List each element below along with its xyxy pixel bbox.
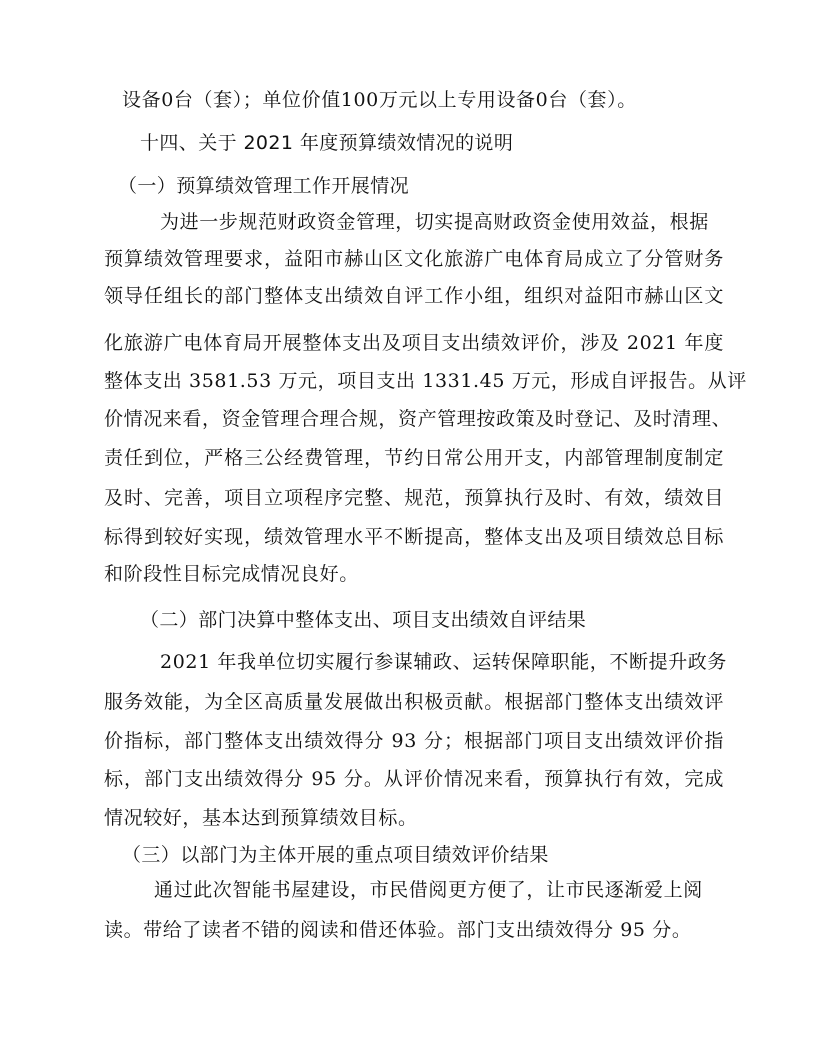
paragraph-1-line: 标得到较好实现，绩效管理水平不断提高，整体支出及项目绩效总目标 [104,526,724,548]
paragraph-1-line: 整体支出 3581.53 万元，项目支出 1331.45 万元，形成自评报告。从评 [104,370,747,392]
paragraph-3-line: 读。带给了读者不错的阅读和借还体验。部门支出绩效得分 95 分。 [104,919,692,941]
paragraph-2-line: 情况较好，基本达到预算绩效目标。 [104,807,418,829]
paragraph-1-line: 和阶段性目标完成情况良好。 [104,563,359,585]
subsection-3-heading: （三）以部门为主体开展的重点项目绩效评价结果 [122,844,549,866]
equipment-count-line: 设备0台（套）；单位价值100万元以上专用设备0台（套）。 [122,89,637,111]
paragraph-1-line: 领导任组长的部门整体支出绩效自评工作小组，组织对益阳市赫山区文 [104,285,724,307]
section-14-heading: 十四、关于 2021 年度预算绩效情况的说明 [140,132,514,154]
paragraph-2-line: 标，部门支出绩效得分 95 分。从评价情况来看，预算执行有效，完成 [104,768,724,790]
paragraph-2-line: 服务效能，为全区高质量发展做出积极贡献。根据部门整体支出绩效评 [104,691,724,713]
paragraph-1-line: 价情况来看，资金管理合理合规，资产管理按政策及时登记、及时清理、 [104,408,732,430]
paragraph-2-line: 2021 年我单位切实履行参谋辅政、运转保障职能，不断提升政务 [160,651,727,673]
paragraph-1-line: 责任到位，严格三公经费管理，节约日常公用开支，内部管理制度制定 [104,447,724,469]
paragraph-2-line: 价指标，部门整体支出绩效得分 93 分；根据部门项目支出绩效评价指 [104,730,724,752]
subsection-1-heading: （一）预算绩效管理工作开展情况 [118,175,410,197]
subsection-2-heading: （二）部门决算中整体支出、项目支出绩效自评结果 [140,609,587,631]
paragraph-1-line: 为进一步规范财政资金管理，切实提高财政资金使用效益，根据 [160,211,709,233]
paragraph-3-line: 通过此次智能书屋建设，市民借阅更方便了，让市民逐渐爱上阅 [154,879,703,901]
paragraph-1-line: 预算绩效管理要求，益阳市赫山区文化旅游广电体育局成立了分管财务 [104,248,724,270]
paragraph-1-line: 及时、完善，项目立项程序完整、规范，预算执行及时、有效，绩效目 [104,487,724,509]
paragraph-1-line: 化旅游广电体育局开展整体支出及项目支出绩效评价，涉及 2021 年度 [104,332,724,354]
